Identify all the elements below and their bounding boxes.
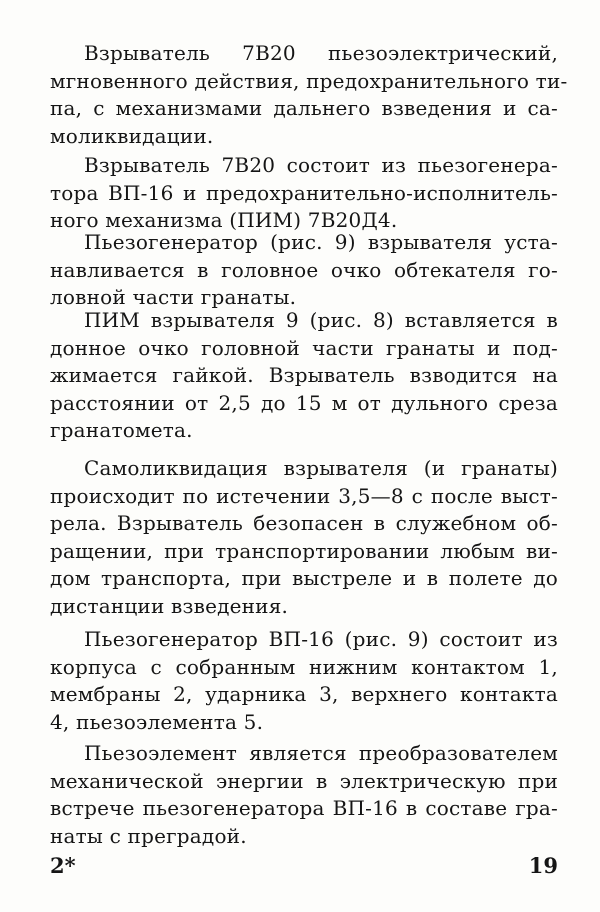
paragraph (50, 626, 558, 736)
text-line: ного механизма (ПИМ) 7В20Д4. (50, 208, 398, 232)
text-line: Самоликвидация взрывателя (и гранаты) (84, 456, 558, 480)
text-line: Взрыватель 7В20 пьезоэлектрический, (84, 41, 558, 65)
text-line: дом транспорта, при выстреле и в полете до (50, 566, 558, 590)
paragraph (50, 40, 568, 150)
signature-mark: 2* (50, 853, 76, 878)
text-line: мгновенного действия, предохранительного ти- (50, 68, 568, 93)
text-line: тора ВП-16 и предохранительно-исполнитель- (50, 180, 558, 205)
paragraph (50, 152, 558, 235)
text-line: встрече пьезогенератора ВП-16 в составе гра- (50, 796, 558, 820)
text-line: дистанции взведения. (50, 593, 289, 618)
text-line: 4, пьезоэлемента 5. (50, 709, 264, 734)
text-line: корпуса с собранным нижним контактом 1, (50, 654, 558, 679)
text-line: механической энергии в электрическую при (50, 768, 558, 793)
text-line: ловной части гранаты. (50, 285, 297, 309)
text-line: гранатомета. (50, 418, 193, 442)
text-line: па, с механизмами дальнего взведения и са- (50, 96, 558, 120)
text-line: Взрыватель 7В20 состоит из пьезогенера- (84, 153, 558, 177)
text-line: мембраны 2, ударника 3, верхнего контакта (50, 682, 558, 706)
paragraph (50, 455, 558, 620)
text-line: ращении, при транспортировании любым ви- (50, 538, 558, 563)
body-text (50, 0, 568, 848)
text-line: происходит по истечении 3,5—8 с после выст- (50, 483, 558, 508)
text-line: Пьезогенератор (рис. 9) взрывателя уста- (84, 230, 558, 254)
text-line: Пьезогенератор ВП-16 (рис. 9) состоит из (84, 627, 558, 651)
paragraph (50, 740, 558, 850)
text-line: моликвидации. (50, 123, 214, 148)
text-line: донное очко головной части гранаты и под- (50, 335, 558, 360)
text-line: Пьезоэлемент является преобразователем (84, 741, 558, 765)
text-line: наты с преградой. (50, 823, 247, 848)
text-line: навливается в головное очко обтекателя го- (50, 257, 558, 282)
paragraph (50, 229, 558, 312)
text-line: расстоянии от 2,5 до 15 м от дульного среза (50, 390, 558, 415)
text-line: жимается гайкой. Взрыватель взводится на (50, 363, 558, 387)
text-line: ПИМ взрывателя 9 (рис. 8) вставляется в (84, 308, 558, 332)
page-number: 19 (528, 853, 558, 878)
paragraph (50, 307, 558, 445)
text-line: рела. Взрыватель безопасен в служебном об- (50, 511, 558, 535)
